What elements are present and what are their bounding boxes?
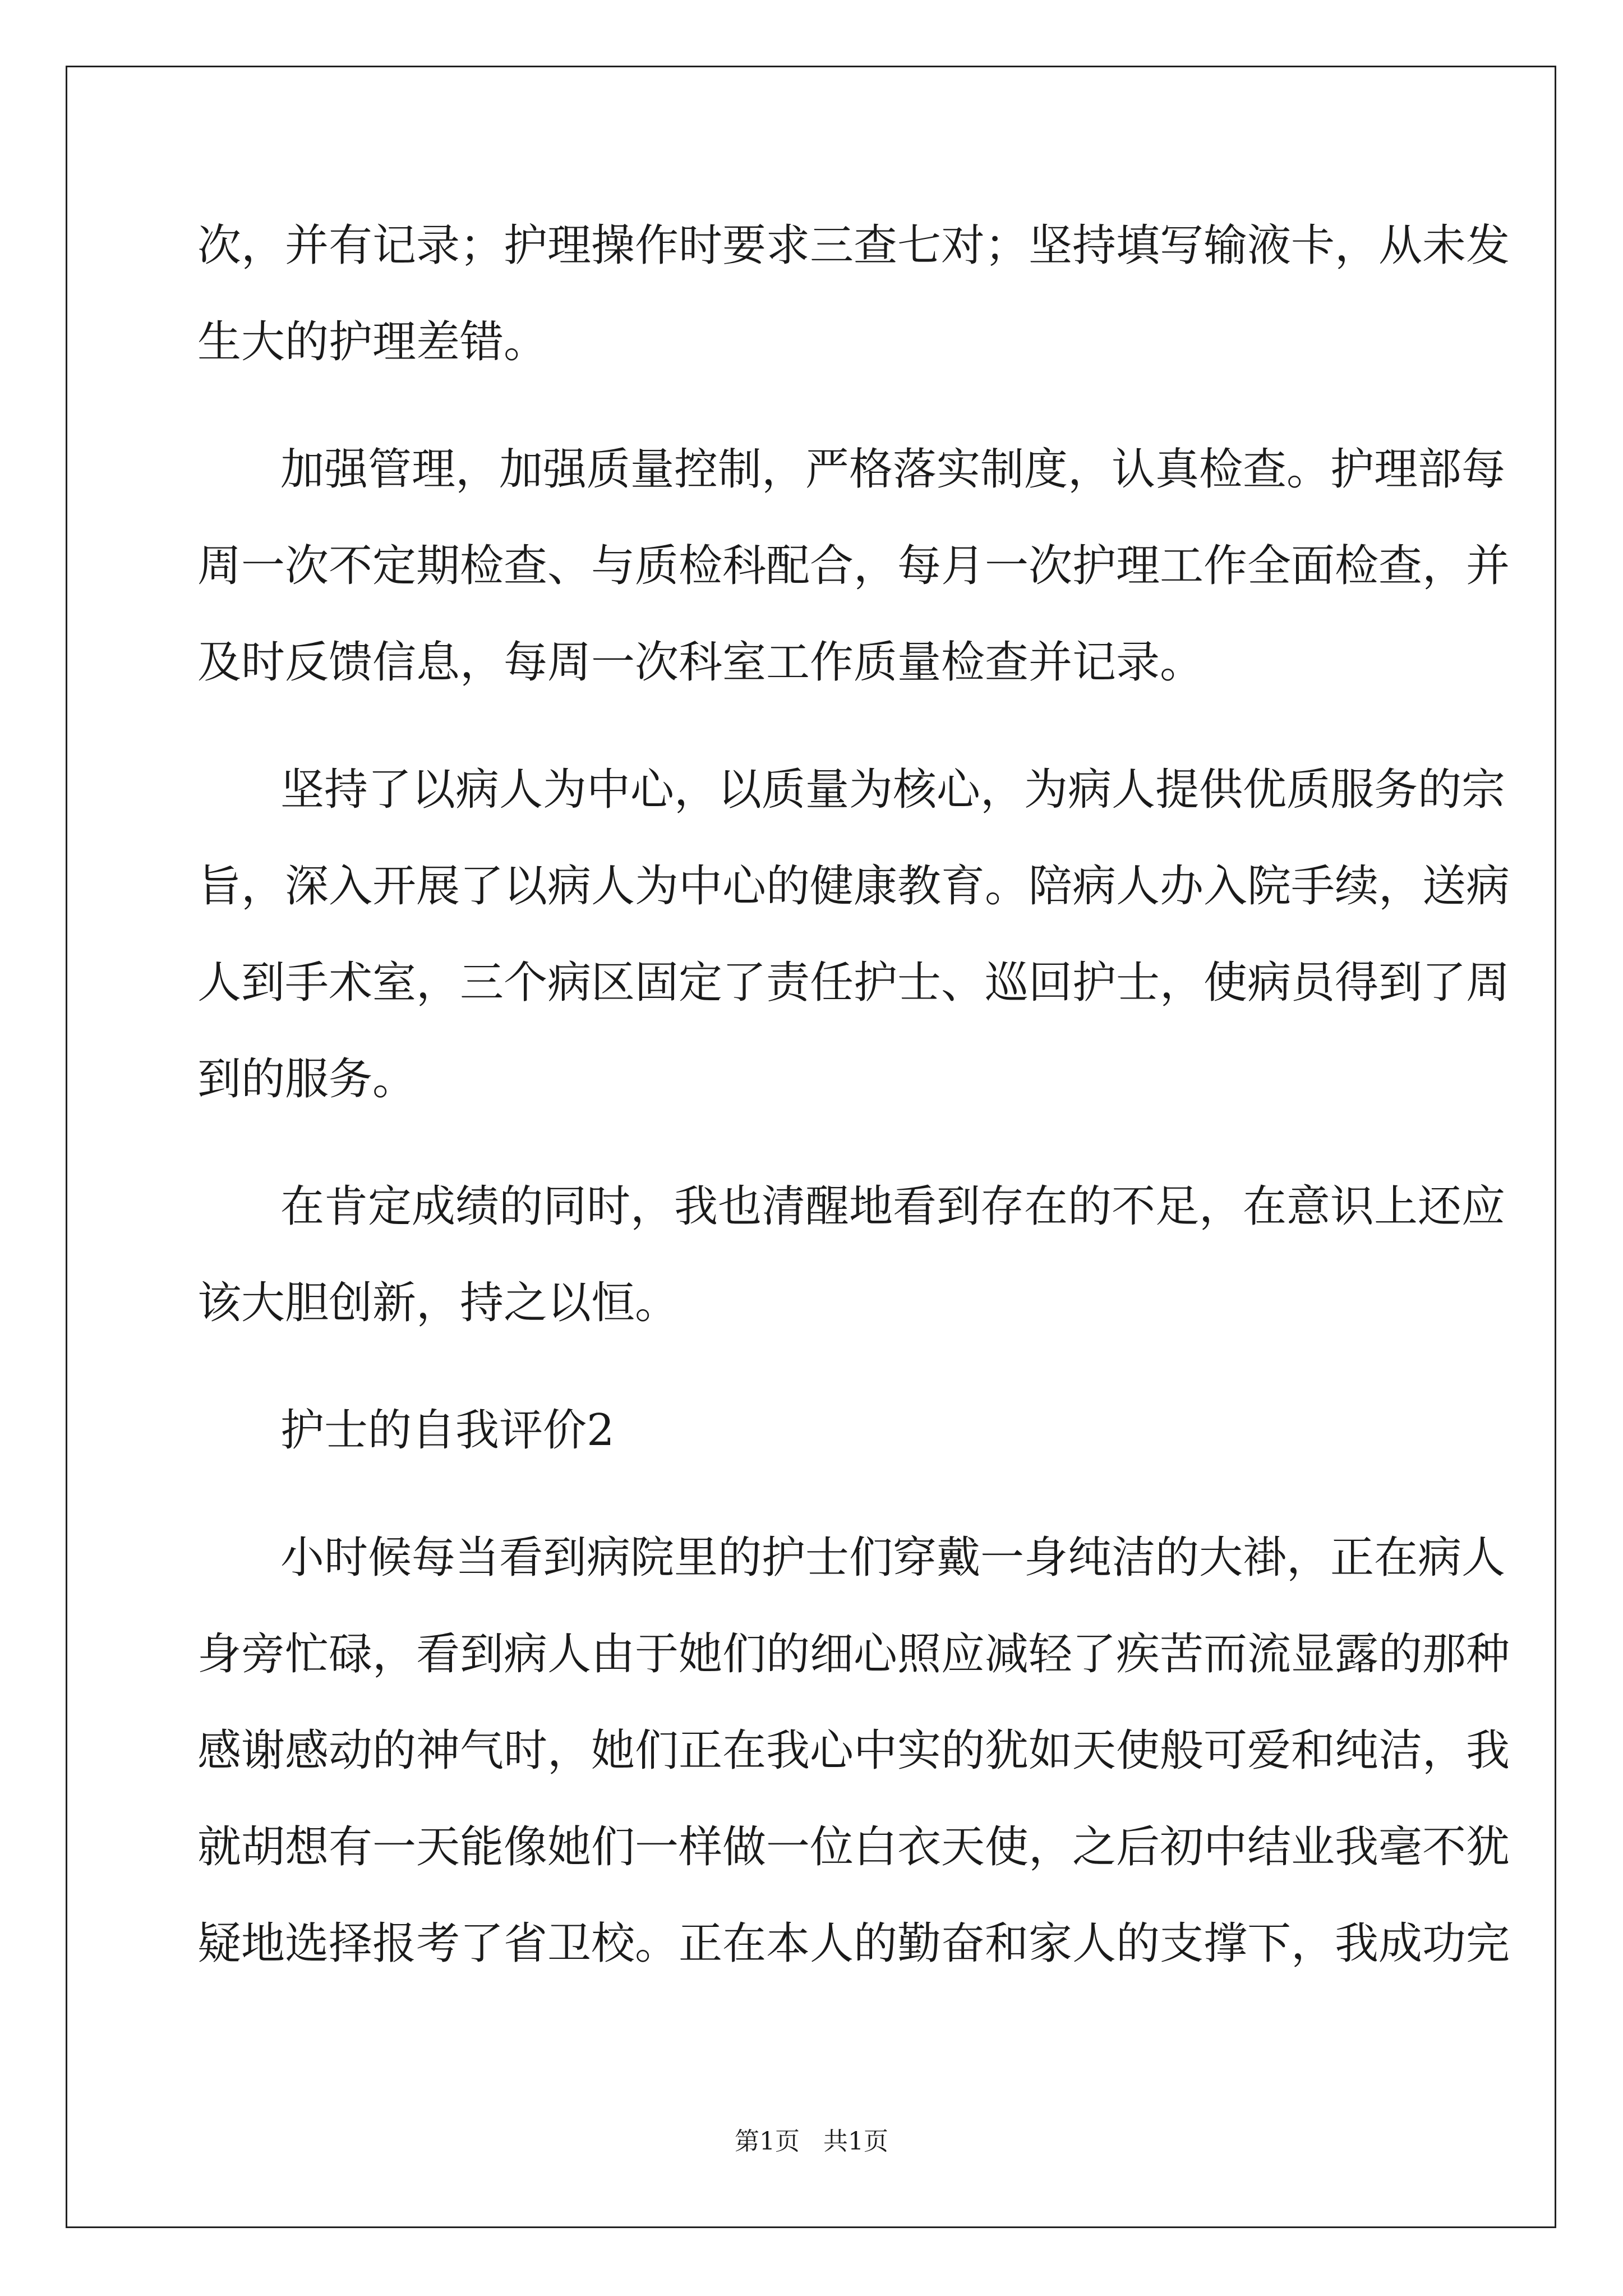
paragraph-first-line: 坚持了以病人为中心，以质量为核心，为病人提供优质服务的宗: [280, 765, 1506, 815]
paragraph-first-line: 小时候每当看到病院里的护士们穿戴一身纯洁的大褂，正在病人: [280, 1533, 1506, 1583]
text-line: 人到手术室，三个病区固定了责任护士、巡回护士，使病员得到了周: [197, 958, 1510, 1008]
text-line: 该大胆创新，持之以恒。: [197, 1278, 679, 1328]
page-total: 共1页: [823, 2127, 888, 2156]
paragraph-first-line: 加强管理，加强质量控制，严格落实制度，认真检查。护理部每: [280, 444, 1506, 495]
paragraph-first-line: 在肯定成绩的同时，我也清醒地看到存在的不足，在意识上还应: [280, 1181, 1506, 1232]
page-number: 第1页: [735, 2127, 800, 2156]
text-line: 周一次不定期检查、与质检科配合，每月一次护理工作全面检查，并: [197, 541, 1510, 591]
text-line: 就胡想有一天能像她们一样做一位白衣天使，之后初中结业我毫不犹: [197, 1822, 1510, 1872]
text-line: 到的服务。: [197, 1054, 417, 1105]
text-line: 次，并有记录；护理操作时要求三查七对；坚持填写输液卡，从未发: [197, 220, 1510, 271]
text-line: 旨，深入开展了以病人为中心的健康教育。陪病人办入院手续，送病: [197, 861, 1510, 912]
text-line: 感谢感动的神气时，她们正在我心中实的犹如天使般可爱和纯洁，我: [197, 1726, 1510, 1776]
text-line: 及时反馈信息，每周一次科室工作质量检查并记录。: [197, 637, 1204, 688]
section-heading: 护士的自我评价2: [280, 1405, 615, 1456]
text-line: 疑地选择报考了省卫校。正在本人的勤奋和家人的支撑下，我成功完: [197, 1918, 1510, 1969]
page-footer: [0, 2125, 1623, 2159]
text-line: 身旁忙碌，看到病人由于她们的细心照应减轻了疾苦而流显露的那种: [197, 1629, 1510, 1680]
page-border: [66, 66, 1556, 2228]
text-line: 生大的护理差错。: [197, 317, 548, 367]
